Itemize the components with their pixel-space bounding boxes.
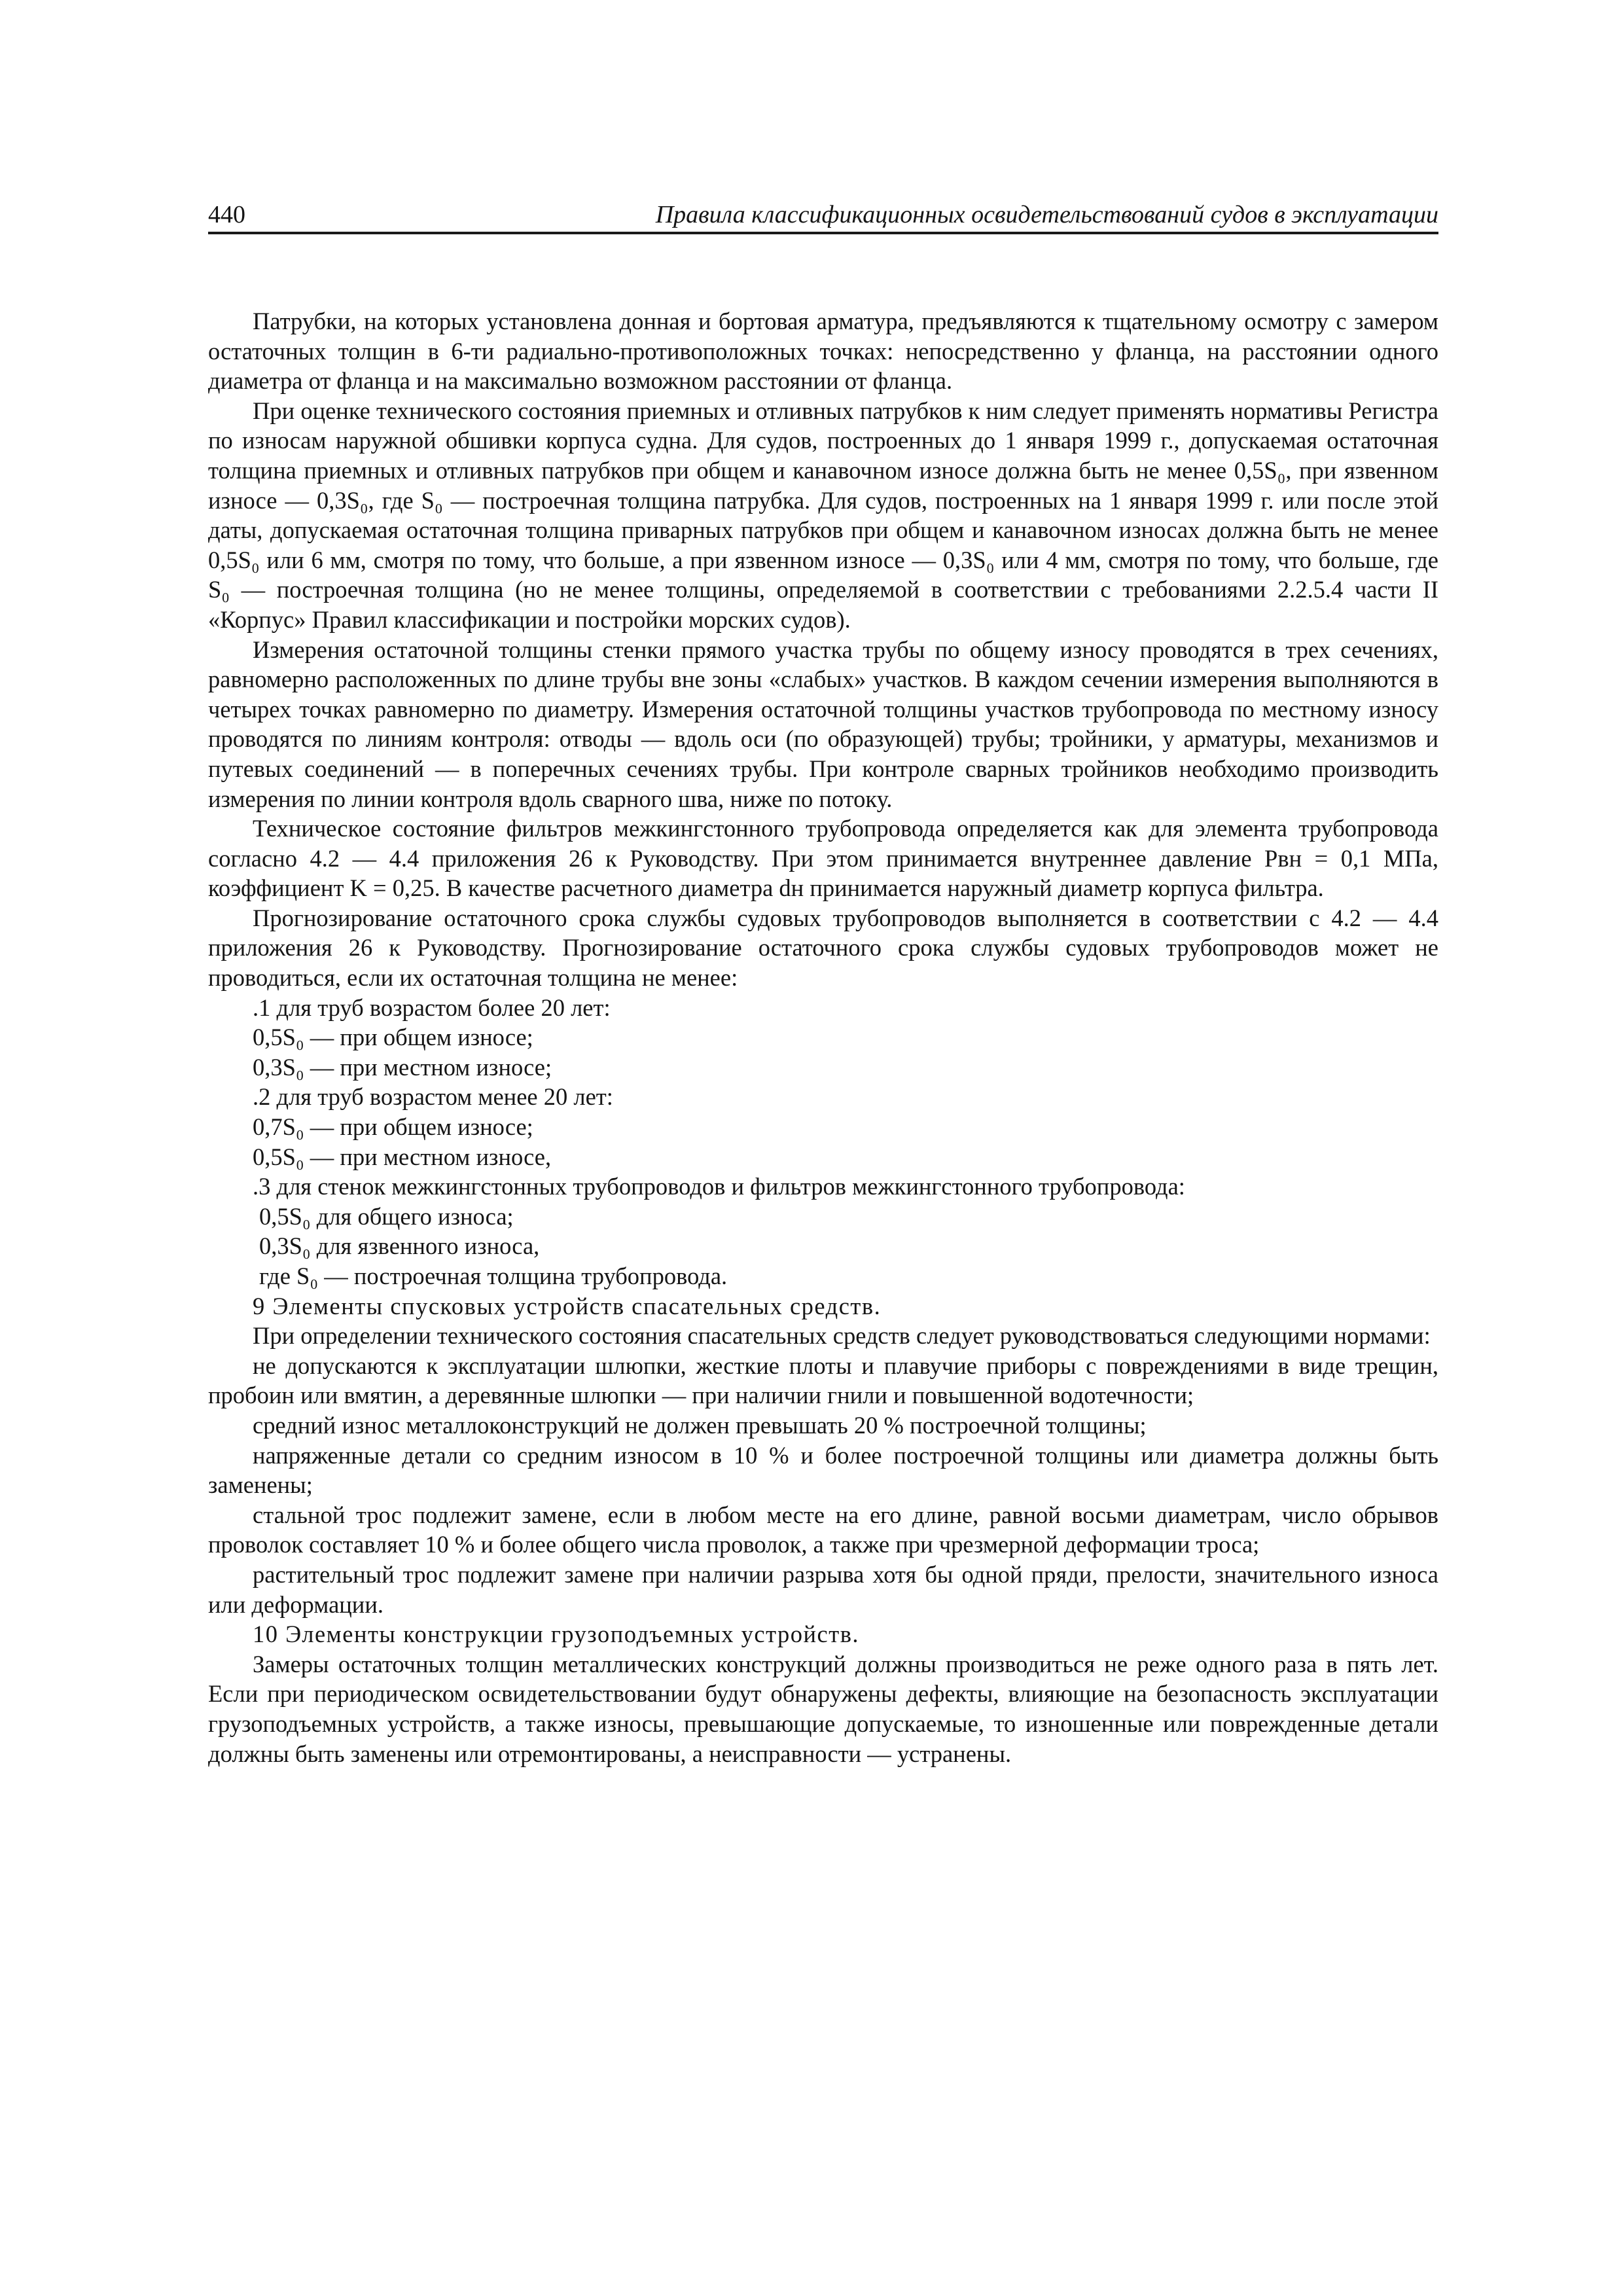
- running-header: [208, 196, 1438, 234]
- paragraph: Прогнозирование остаточного срока службы судовых трубопроводов выполняется в соответствии с 4.2 — 4.4 приложения 26 к Руководству. Прогнозирование остаточного срока службы судовых трубопроводов может не проводиться, если их остаточная толщина не менее:: [208, 904, 1438, 992]
- list-item: 0,3S₀ — при местном износе;: [253, 1053, 552, 1081]
- paragraph: Техническое состояние фильтров межкингстонного трубопровода определяется как для элемента трубопровода согласно 4.2 — 4.4 приложения 26 к Руководству. При этом принимается внутреннее давление Pвн = 0,1 МПа, коэффициент K = 0,25. В качестве расчетного диаметра dн принимается наружный диаметр корпуса фильтра.: [208, 815, 1438, 902]
- list-item: .2 для труб возрастом менее 20 лет:: [253, 1083, 613, 1111]
- section-heading: 10 Элементы конструкции грузоподъемных устройств.: [253, 1621, 860, 1648]
- paragraph: Измерения остаточной толщины стенки прямого участка трубы по общему износу проводятся в трех сечениях, равномерно расположенных по длине трубы вне зоны «слабых» участков. В каждом сечении измерения выполняются в четырех точках равномерно по диаметру. Измерения остаточной толщины участков трубопровода по местному износу проводятся по линиям контроля: отводы — вдоль оси (по образующей) трубы; тройники, у арматуры, механизмов и путевых соединений — в поперечных сечениях трубы. При контроле сварных тройников необходимо производить измерения по линии контроля вдоль сварного шва, ниже по потоку.: [208, 636, 1438, 812]
- list-item: где S₀ — построечная толщина трубопровода.: [259, 1263, 728, 1289]
- list-item: 0,5S₀ для общего износа;: [259, 1202, 514, 1230]
- list-item: .3 для стенок межкингстонных трубопроводов и фильтров межкингстонного трубопровода:: [253, 1173, 1185, 1200]
- body-text: [208, 306, 1438, 1768]
- paragraph: напряженные детали со средним износом в 10 % и более построечной толщины или диаметра должны быть заменены;: [208, 1441, 1438, 1499]
- paragraph: При определении технического состояния спасательных средств следует руководствоваться следующими нормами:: [253, 1322, 1431, 1350]
- paragraph: не допускаются к эксплуатации шлюпки, жесткие плоты и плавучие приборы с повреждениями в виде трещин, пробоин или вмятин, а деревянные шлюпки — при наличии гнили и повышенной водотечности;: [208, 1352, 1438, 1409]
- running-title: Правила классификационных освидетельствований судов в эксплуатации: [655, 201, 1438, 228]
- list-item: .1 для труб возрастом более 20 лет:: [253, 994, 611, 1021]
- page-number: 440: [208, 201, 245, 228]
- paragraph: Патрубки, на которых установлена донная и бортовая арматура, предъявляются к тщательному осмотру с замером остаточных толщин в 6-ти радиально-противоположных точках: непосредственно у фланца, на расстоянии одного диаметра от фланца и на максимально возможном расстоянии от фланца.: [208, 308, 1438, 395]
- list-item: 0,7S₀ — при общем износе;: [253, 1113, 533, 1141]
- paragraph: Замеры остаточных толщин металлических конструкций должны производиться не реже одного раза в пять лет. Если при периодическом освидетельствовании будут обнаружены дефекты, влияющие на безопасность эксплуатации грузоподъемных устройств, а также износы, превышающие допускаемые, то изношенные или поврежденные детали должны быть заменены или отремонтированы, а неисправности — устранены.: [208, 1650, 1438, 1767]
- paragraph: растительный трос подлежит замене при наличии разрыва хотя бы одной пряди, прелости, значительного износа или деформации.: [208, 1560, 1438, 1618]
- list-item: 0,5S₀ — при местном износе,: [253, 1143, 552, 1170]
- paragraph: При оценке технического состояния приемных и отливных патрубков к ним следует применять нормативы Регистра по износам наружной обшивки корпуса судна. Для судов, построенных до 1 января 1999 г., допускаемая остаточная толщина приемных и отливных патрубков при общем и канавочном износе должна быть не менее 0,5S₀, при язвенном износе — 0,3S₀, где S₀ — построечная толщина патрубка. Для судов, построенных на 1 января 1999 г. или после этой даты, допускаемая остаточная толщина приварных патрубков при общем и канавочном износах должна быть не менее 0,5S₀ или 6 мм, смотря по тому, что больше, а при язвенном износе — 0,3S₀ или 4 мм, смотря по тому, что больше, где S₀ — построечная толщина (но не менее толщины, определяемой в соответствии с требованиями 2.2.5.4 части II «Корпус» Правил классификации и постройки морских судов).: [208, 397, 1438, 633]
- list-item: 0,3S₀ для язвенного износа,: [259, 1232, 540, 1260]
- list-item: 0,5S₀ — при общем износе;: [253, 1024, 533, 1051]
- paragraph: стальной трос подлежит замене, если в любом месте на его длине, равной восьми диаметрам, число обрывов проволок составляет 10 % и более общего числа проволок, а также при чрезмерной деформации троса;: [208, 1501, 1438, 1558]
- paragraph: средний износ металлоконструкций не должен превышать 20 % построечной толщины;: [253, 1411, 1147, 1439]
- section-heading: 9 Элементы спусковых устройств спасательных средств.: [253, 1292, 882, 1319]
